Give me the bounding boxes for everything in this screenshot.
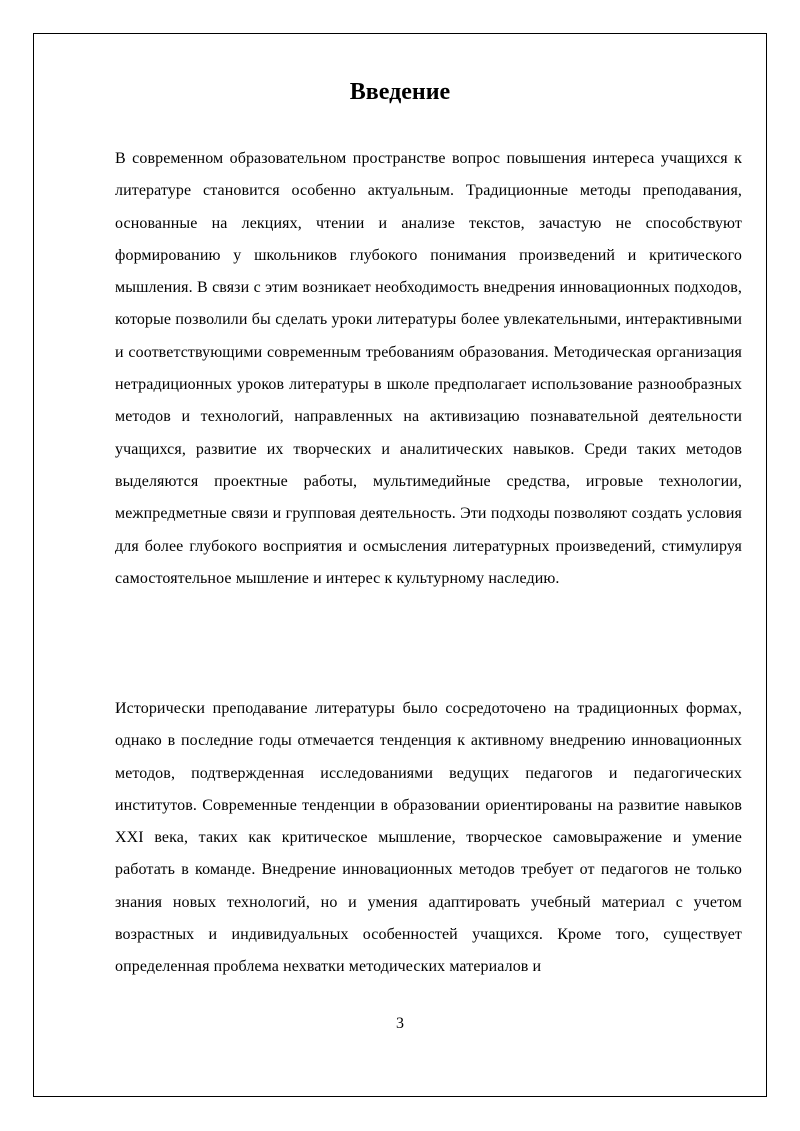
page-title: Введение — [349, 79, 451, 105]
paragraph-1: В современном образовательном пространстве вопрос повышения интереса учащихся к литературе становится особенно актуальным. Традиционные методы преподавания, основанные на лекциях, чтении и анализе текстов, зачастую не способствуют формированию у школьников глубокого понимания произведений и критического мышления. В связи с этим возникает необходимость внедрения инновационных подходов, которые позволили бы сделать уроки литературы более увлекательными, интерактивными и соответствующими современным требованиям образования. Методическая организация нетрадиционных уроков литературы в школе предполагает использование разнообразных методов и технологий, направленных на активизацию познавательной деятельности учащихся, развитие их творческих и аналитических навыков. Среди таких методов выделяются проектные работы, мультимедийные средства, игровые технологии, межпредметные связи и групповая деятельность. Эти подходы позволяют создать условия для более глубокого восприятия и осмысления литературных произведений, стимулируя самостоятельное мышление и интерес к культурному наследию. — [115, 150, 742, 587]
paragraph-2: Исторически преподавание литературы было сосредоточено на традиционных формах, однако в последние годы отмечается тенденция к активному внедрению инновационных методов, подтвержденная исследованиями ведущих педагогов и педагогических институтов. Современные тенденции в образовании ориентированы на развитие навыков XXI века, таких как критическое мышление, творческое самовыражение и умение работать в команде. Внедрение инновационных методов требует от педагогов не только знания новых технологий, но и умения адаптировать учебный материал с учетом возрастных и индивидуальных особенностей учащихся. Кроме того, существует определенная проблема нехватки методических материалов и — [115, 700, 742, 976]
page-number: 3 — [396, 1015, 404, 1032]
